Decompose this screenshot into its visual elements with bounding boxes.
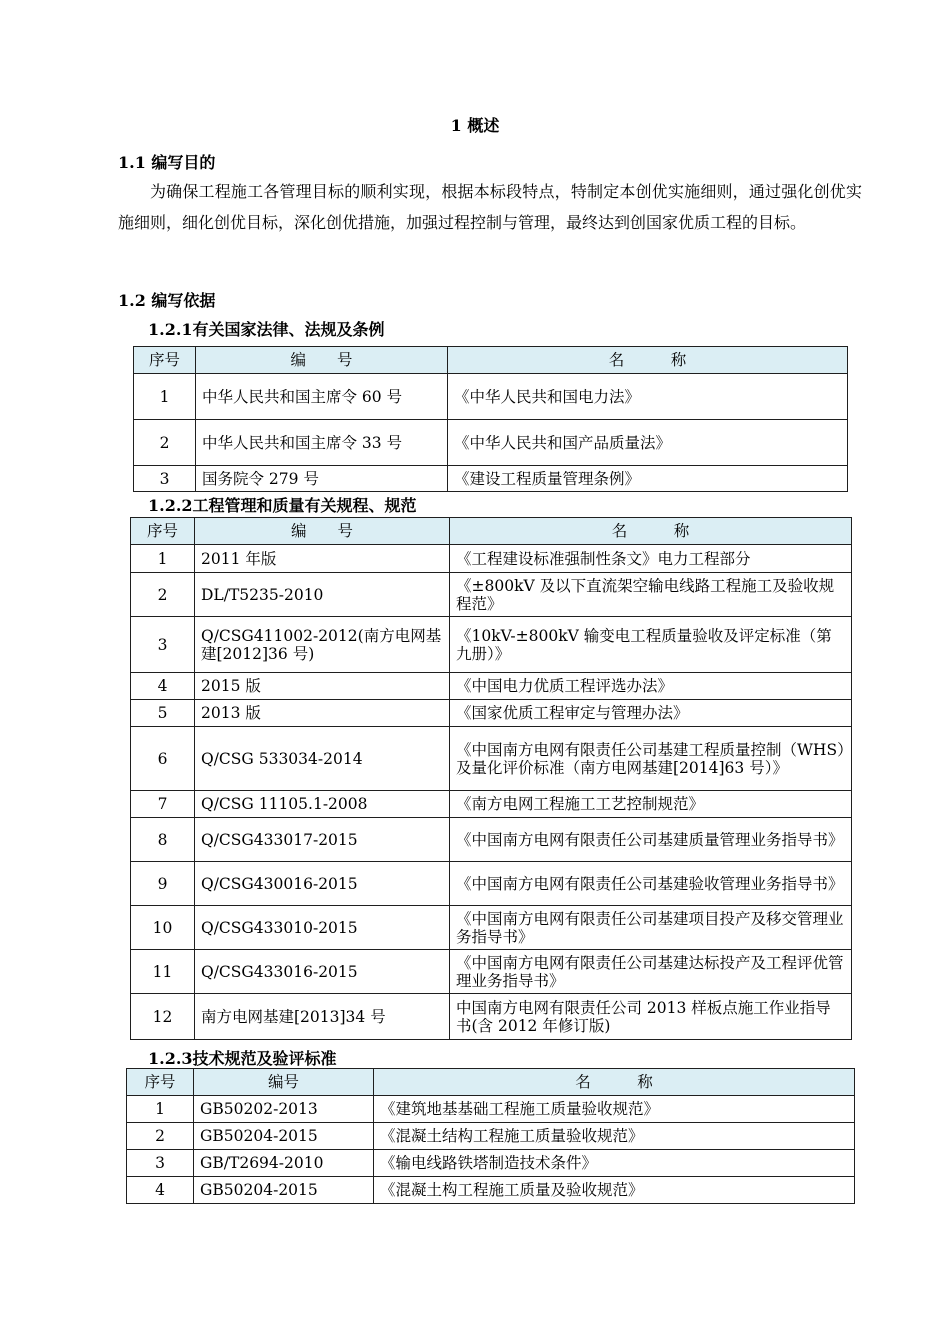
code-cell: 国务院令 279 号 xyxy=(196,466,448,492)
name-cell: 《中华人民共和国电力法》 xyxy=(448,374,848,420)
name-cell: 《中国电力优质工程评选办法》 xyxy=(450,673,852,700)
column-header: 序号 xyxy=(127,1069,194,1096)
code-cell: DL/T5235-2010 xyxy=(195,573,450,617)
table-row xyxy=(127,1096,855,1123)
table3-title: 1.2.3技术规范及验评标准 xyxy=(148,1049,337,1068)
standards-table xyxy=(130,517,852,1040)
row-index: 4 xyxy=(127,1177,194,1204)
row-index: 12 xyxy=(131,994,195,1040)
column-header: 编 号 xyxy=(195,518,450,545)
code-cell: GB50202-2013 xyxy=(194,1096,374,1123)
column-header: 名 称 xyxy=(448,347,848,374)
row-index: 3 xyxy=(127,1150,194,1177)
column-header: 名 称 xyxy=(450,518,852,545)
name-cell: 《±800kV 及以下直流架空输电线路工程施工及验收规程范》 xyxy=(450,573,852,617)
row-index: 1 xyxy=(131,545,195,573)
name-cell: 《中国南方电网有限责任公司基建达标投产及工程评优管理业务指导书》 xyxy=(450,950,852,994)
name-cell: 《混凝土构工程施工质量及验收规范》 xyxy=(374,1177,855,1204)
code-cell: 南方电网基建[2013]34 号 xyxy=(195,994,450,1040)
table-row xyxy=(131,545,852,573)
row-index: 10 xyxy=(131,906,195,950)
row-index: 4 xyxy=(131,673,195,700)
section-1-2-title: 1.2 编写依据 xyxy=(118,291,216,310)
row-index: 9 xyxy=(131,862,195,906)
row-index: 5 xyxy=(131,700,195,727)
row-index: 6 xyxy=(131,727,195,791)
table-row xyxy=(134,466,848,492)
table-header-row xyxy=(134,347,848,374)
row-index: 3 xyxy=(131,617,195,673)
table-row xyxy=(131,862,852,906)
name-cell: 《建筑地基基础工程施工质量验收规范》 xyxy=(374,1096,855,1123)
table1-title: 1.2.1有关国家法律、法规及条例 xyxy=(148,320,385,339)
code-cell: Q/CSG433010-2015 xyxy=(195,906,450,950)
table-row xyxy=(134,374,848,420)
tech-standards-table xyxy=(126,1068,855,1204)
name-cell: 《输电线路铁塔制造技术条件》 xyxy=(374,1150,855,1177)
table-row xyxy=(131,906,852,950)
table-row xyxy=(127,1123,855,1150)
row-index: 3 xyxy=(134,466,196,492)
page-heading: 1 概述 xyxy=(450,116,500,135)
code-cell: Q/CSG430016-2015 xyxy=(195,862,450,906)
row-index: 1 xyxy=(134,374,196,420)
column-header: 编号 xyxy=(194,1069,374,1096)
code-cell: 2011 年版 xyxy=(195,545,450,573)
row-index: 1 xyxy=(127,1096,194,1123)
table-row xyxy=(131,791,852,818)
name-cell: 《中国南方电网有限责任公司基建验收管理业务指导书》 xyxy=(450,862,852,906)
row-index: 2 xyxy=(134,420,196,466)
name-cell: 《建设工程质量管理条例》 xyxy=(448,466,848,492)
code-cell: GB50204-2015 xyxy=(194,1177,374,1204)
name-cell: 《中国南方电网有限责任公司基建项目投产及移交管理业务指导书》 xyxy=(450,906,852,950)
table-row xyxy=(131,673,852,700)
column-header: 序号 xyxy=(134,347,196,374)
code-cell: GB50204-2015 xyxy=(194,1123,374,1150)
code-cell: 中华人民共和国主席令 60 号 xyxy=(196,374,448,420)
row-index: 8 xyxy=(131,818,195,862)
name-cell: 《混凝土结构工程施工质量验收规范》 xyxy=(374,1123,855,1150)
name-cell: 《中华人民共和国产品质量法》 xyxy=(448,420,848,466)
name-cell: 《南方电网工程施工工艺控制规范》 xyxy=(450,791,852,818)
name-cell: 《10kV-±800kV 输变电工程质量验收及评定标准（第九册）》 xyxy=(450,617,852,673)
table-row xyxy=(127,1177,855,1204)
row-index: 7 xyxy=(131,791,195,818)
code-cell: Q/CSG433017-2015 xyxy=(195,818,450,862)
code-cell: 2013 版 xyxy=(195,700,450,727)
name-cell: 中国南方电网有限责任公司 2013 样板点施工作业指导书(含 2012 年修订版) xyxy=(450,994,852,1040)
name-cell: 《中国南方电网有限责任公司基建质量管理业务指导书》 xyxy=(450,818,852,862)
column-header: 序号 xyxy=(131,518,195,545)
name-cell: 《中国南方电网有限责任公司基建工程质量控制（WHS）及量化评价标准（南方电网基建[2014]63 号）》 xyxy=(450,727,852,791)
table-row xyxy=(131,700,852,727)
table-header-row xyxy=(127,1069,855,1096)
row-index: 2 xyxy=(131,573,195,617)
code-cell: Q/CSG411002-2012(南方电网基建[2012]36 号) xyxy=(195,617,450,673)
table2-title: 1.2.2工程管理和质量有关规程、规范 xyxy=(148,496,417,515)
table-row xyxy=(134,420,848,466)
code-cell: GB/T2694-2010 xyxy=(194,1150,374,1177)
table-row xyxy=(127,1150,855,1177)
table-row xyxy=(131,818,852,862)
name-cell: 《工程建设标准强制性条文》电力工程部分 xyxy=(450,545,852,573)
table-header-row xyxy=(131,518,852,545)
section-1-1-paragraph: 为确保工程施工各管理目标的顺利实现，根据本标段特点，特制定本创优实施细则，通过强化创优实施细则，细化创优目标，深化创优措施，加强过程控制与管理，最终达到创国家优质工程的目标。 xyxy=(118,182,862,232)
table-row xyxy=(131,950,852,994)
code-cell: Q/CSG 11105.1-2008 xyxy=(195,791,450,818)
row-index: 11 xyxy=(131,950,195,994)
table-row xyxy=(131,617,852,673)
column-header: 编 号 xyxy=(196,347,448,374)
row-index: 2 xyxy=(127,1123,194,1150)
code-cell: Q/CSG433016-2015 xyxy=(195,950,450,994)
laws-table xyxy=(133,346,848,492)
section-1-1-title: 1.1 编写目的 xyxy=(118,153,216,172)
table-row xyxy=(131,994,852,1040)
code-cell: 中华人民共和国主席令 33 号 xyxy=(196,420,448,466)
table-row xyxy=(131,727,852,791)
name-cell: 《国家优质工程审定与管理办法》 xyxy=(450,700,852,727)
column-header: 名 称 xyxy=(374,1069,855,1096)
code-cell: Q/CSG 533034-2014 xyxy=(195,727,450,791)
table-row xyxy=(131,573,852,617)
code-cell: 2015 版 xyxy=(195,673,450,700)
